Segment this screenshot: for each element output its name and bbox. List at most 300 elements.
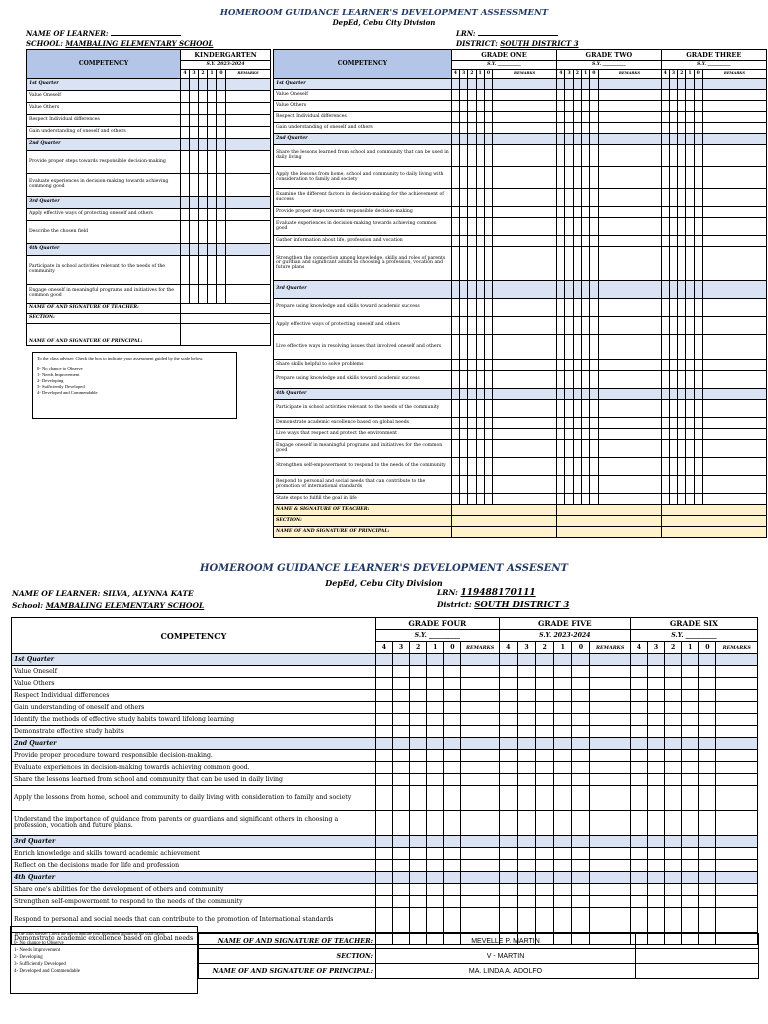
rating-checkbox-cell[interactable] [517,726,535,738]
remarks-cell[interactable] [702,317,766,335]
remarks-cell[interactable] [590,666,630,678]
rating-checkbox-cell[interactable] [468,123,476,134]
rating-checkbox-cell[interactable] [410,738,427,750]
rating-checkbox-cell[interactable] [392,666,409,678]
rating-checkbox-cell[interactable] [665,872,682,884]
rating-checkbox-cell[interactable] [682,654,699,666]
rating-checkbox-cell[interactable] [499,690,517,702]
rating-checkbox-cell[interactable] [661,236,669,247]
rating-checkbox-cell[interactable] [427,908,444,933]
signature-value[interactable] [181,304,271,314]
rating-checkbox-cell[interactable] [459,145,467,167]
rating-checkbox-cell[interactable] [484,218,492,236]
rating-checkbox-cell[interactable] [557,218,565,236]
rating-checkbox-cell[interactable] [468,189,476,207]
rating-checkbox-cell[interactable] [392,714,409,726]
rating-checkbox-cell[interactable] [565,134,573,145]
rating-checkbox-cell[interactable] [581,145,589,167]
rating-checkbox-cell[interactable] [499,908,517,933]
rating-checkbox-cell[interactable] [581,440,589,458]
rating-checkbox-cell[interactable] [630,786,647,811]
remarks-cell[interactable] [493,123,557,134]
remarks-cell[interactable] [702,90,766,101]
rating-checkbox-cell[interactable] [199,256,208,285]
rating-checkbox-cell[interactable] [590,317,598,335]
rating-checkbox-cell[interactable] [665,654,682,666]
rating-checkbox-cell[interactable] [665,848,682,860]
rating-checkbox-cell[interactable] [208,91,217,103]
rating-checkbox-cell[interactable] [686,317,694,335]
rating-checkbox-cell[interactable] [590,418,598,429]
rating-checkbox-cell[interactable] [665,762,682,774]
remarks-cell[interactable] [493,429,557,440]
rating-checkbox-cell[interactable] [699,702,716,714]
rating-checkbox-cell[interactable] [647,654,664,666]
rating-checkbox-cell[interactable] [669,440,677,458]
rating-checkbox-cell[interactable] [647,860,664,872]
rating-checkbox-cell[interactable] [557,236,565,247]
rating-checkbox-cell[interactable] [499,896,517,908]
rating-checkbox-cell[interactable] [630,750,647,762]
rating-checkbox-cell[interactable] [565,247,573,281]
rating-checkbox-cell[interactable] [554,848,572,860]
rating-checkbox-cell[interactable] [686,112,694,123]
rating-checkbox-cell[interactable] [392,860,409,872]
rating-checkbox-cell[interactable] [427,654,444,666]
remarks-cell[interactable] [598,123,661,134]
remarks-cell[interactable] [598,112,661,123]
rating-checkbox-cell[interactable] [451,389,459,400]
rating-checkbox-cell[interactable] [392,884,409,896]
rating-checkbox-cell[interactable] [682,726,699,738]
rating-checkbox-cell[interactable] [678,247,686,281]
rating-checkbox-cell[interactable] [536,714,554,726]
rating-checkbox-cell[interactable] [375,654,392,666]
rating-checkbox-cell[interactable] [410,860,427,872]
rating-checkbox-cell[interactable] [375,848,392,860]
rating-checkbox-cell[interactable] [557,189,565,207]
rating-checkbox-cell[interactable] [451,458,459,476]
rating-checkbox-cell[interactable] [590,218,598,236]
rating-checkbox-cell[interactable] [476,440,484,458]
remarks-cell[interactable] [702,360,766,371]
rating-checkbox-cell[interactable] [581,112,589,123]
rating-checkbox-cell[interactable] [590,476,598,494]
rating-checkbox-cell[interactable] [427,786,444,811]
remarks-cell[interactable] [493,458,557,476]
rating-checkbox-cell[interactable] [444,848,461,860]
remarks-cell[interactable] [226,209,271,221]
rating-checkbox-cell[interactable] [517,848,535,860]
rating-checkbox-cell[interactable] [573,400,581,418]
rating-checkbox-cell[interactable] [484,79,492,90]
rating-checkbox-cell[interactable] [392,654,409,666]
rating-checkbox-cell[interactable] [590,90,598,101]
remarks-cell[interactable] [598,247,661,281]
rating-checkbox-cell[interactable] [484,112,492,123]
remarks-cell[interactable] [598,400,661,418]
rating-checkbox-cell[interactable] [694,218,702,236]
remarks-cell[interactable] [461,884,499,896]
rating-checkbox-cell[interactable] [499,884,517,896]
rating-checkbox-cell[interactable] [572,738,590,750]
signature-extra-cell[interactable] [636,964,759,979]
rating-checkbox-cell[interactable] [590,400,598,418]
rating-checkbox-cell[interactable] [581,101,589,112]
rating-checkbox-cell[interactable] [630,714,647,726]
remarks-cell[interactable] [598,134,661,145]
rating-checkbox-cell[interactable] [444,702,461,714]
rating-checkbox-cell[interactable] [565,218,573,236]
rating-checkbox-cell[interactable] [181,103,190,115]
rating-checkbox-cell[interactable] [694,335,702,360]
rating-checkbox-cell[interactable] [694,207,702,218]
rating-checkbox-cell[interactable] [484,167,492,189]
rating-checkbox-cell[interactable] [581,400,589,418]
remarks-cell[interactable] [461,702,499,714]
remarks-cell[interactable] [226,91,271,103]
rating-checkbox-cell[interactable] [590,101,598,112]
rating-checkbox-cell[interactable] [208,197,217,209]
rating-checkbox-cell[interactable] [459,189,467,207]
rating-checkbox-cell[interactable] [630,896,647,908]
remarks-cell[interactable] [598,218,661,236]
rating-checkbox-cell[interactable] [427,678,444,690]
rating-checkbox-cell[interactable] [590,335,598,360]
rating-checkbox-cell[interactable] [468,101,476,112]
rating-checkbox-cell[interactable] [468,476,476,494]
rating-checkbox-cell[interactable] [694,145,702,167]
rating-checkbox-cell[interactable] [517,702,535,714]
remarks-cell[interactable] [702,429,766,440]
rating-checkbox-cell[interactable] [557,90,565,101]
rating-checkbox-cell[interactable] [476,400,484,418]
rating-checkbox-cell[interactable] [565,458,573,476]
rating-checkbox-cell[interactable] [565,145,573,167]
rating-checkbox-cell[interactable] [375,884,392,896]
rating-checkbox-cell[interactable] [410,848,427,860]
rating-checkbox-cell[interactable] [678,112,686,123]
rating-checkbox-cell[interactable] [554,786,572,811]
rating-checkbox-cell[interactable] [217,256,226,285]
remarks-cell[interactable] [598,101,661,112]
remarks-cell[interactable] [716,884,758,896]
remarks-cell[interactable] [493,418,557,429]
rating-checkbox-cell[interactable] [573,418,581,429]
rating-checkbox-cell[interactable] [208,103,217,115]
rating-checkbox-cell[interactable] [573,247,581,281]
rating-checkbox-cell[interactable] [208,256,217,285]
remarks-cell[interactable] [493,400,557,418]
rating-checkbox-cell[interactable] [499,811,517,836]
rating-checkbox-cell[interactable] [217,174,226,197]
rating-checkbox-cell[interactable] [375,678,392,690]
rating-checkbox-cell[interactable] [669,360,677,371]
rating-checkbox-cell[interactable] [444,750,461,762]
rating-checkbox-cell[interactable] [199,79,208,91]
remarks-cell[interactable] [226,103,271,115]
rating-checkbox-cell[interactable] [573,236,581,247]
remarks-cell[interactable] [702,123,766,134]
rating-checkbox-cell[interactable] [686,360,694,371]
rating-checkbox-cell[interactable] [669,418,677,429]
rating-checkbox-cell[interactable] [517,666,535,678]
remarks-cell[interactable] [716,774,758,786]
rating-checkbox-cell[interactable] [476,299,484,317]
rating-checkbox-cell[interactable] [572,678,590,690]
rating-checkbox-cell[interactable] [536,872,554,884]
rating-checkbox-cell[interactable] [499,666,517,678]
rating-checkbox-cell[interactable] [572,860,590,872]
rating-checkbox-cell[interactable] [647,908,664,933]
rating-checkbox-cell[interactable] [451,112,459,123]
rating-checkbox-cell[interactable] [451,123,459,134]
rating-checkbox-cell[interactable] [459,317,467,335]
rating-checkbox-cell[interactable] [190,244,199,256]
rating-checkbox-cell[interactable] [499,654,517,666]
rating-checkbox-cell[interactable] [678,299,686,317]
rating-checkbox-cell[interactable] [661,458,669,476]
rating-checkbox-cell[interactable] [669,90,677,101]
rating-checkbox-cell[interactable] [375,896,392,908]
signature-value[interactable]: MA. LINDA A. ADOLFO [376,964,636,979]
remarks-cell[interactable] [590,872,630,884]
rating-checkbox-cell[interactable] [557,145,565,167]
rating-checkbox-cell[interactable] [476,389,484,400]
rating-checkbox-cell[interactable] [190,197,199,209]
rating-checkbox-cell[interactable] [678,371,686,389]
rating-checkbox-cell[interactable] [476,207,484,218]
rating-checkbox-cell[interactable] [536,726,554,738]
rating-checkbox-cell[interactable] [484,247,492,281]
rating-checkbox-cell[interactable] [410,762,427,774]
rating-checkbox-cell[interactable] [572,774,590,786]
rating-checkbox-cell[interactable] [678,90,686,101]
rating-checkbox-cell[interactable] [459,236,467,247]
rating-checkbox-cell[interactable] [665,702,682,714]
rating-checkbox-cell[interactable] [476,494,484,505]
rating-checkbox-cell[interactable] [581,429,589,440]
rating-checkbox-cell[interactable] [375,714,392,726]
rating-checkbox-cell[interactable] [444,654,461,666]
rating-checkbox-cell[interactable] [499,872,517,884]
remarks-cell[interactable] [702,281,766,299]
remarks-cell[interactable] [702,236,766,247]
rating-checkbox-cell[interactable] [573,189,581,207]
rating-checkbox-cell[interactable] [699,884,716,896]
rating-checkbox-cell[interactable] [686,247,694,281]
rating-checkbox-cell[interactable] [661,429,669,440]
rating-checkbox-cell[interactable] [581,335,589,360]
rating-checkbox-cell[interactable] [557,335,565,360]
rating-checkbox-cell[interactable] [665,690,682,702]
rating-checkbox-cell[interactable] [444,908,461,933]
remarks-cell[interactable] [226,139,271,151]
rating-checkbox-cell[interactable] [581,134,589,145]
remarks-cell[interactable] [716,738,758,750]
rating-checkbox-cell[interactable] [499,836,517,848]
rating-checkbox-cell[interactable] [536,678,554,690]
rating-checkbox-cell[interactable] [694,299,702,317]
rating-checkbox-cell[interactable] [565,317,573,335]
rating-checkbox-cell[interactable] [694,90,702,101]
remarks-cell[interactable] [598,167,661,189]
rating-checkbox-cell[interactable] [517,836,535,848]
rating-checkbox-cell[interactable] [661,317,669,335]
rating-checkbox-cell[interactable] [427,872,444,884]
rating-checkbox-cell[interactable] [410,750,427,762]
rating-checkbox-cell[interactable] [669,476,677,494]
rating-checkbox-cell[interactable] [686,371,694,389]
rating-checkbox-cell[interactable] [581,476,589,494]
rating-checkbox-cell[interactable] [499,750,517,762]
rating-checkbox-cell[interactable] [410,678,427,690]
rating-checkbox-cell[interactable] [468,494,476,505]
remarks-cell[interactable] [461,836,499,848]
rating-checkbox-cell[interactable] [694,281,702,299]
rating-checkbox-cell[interactable] [686,281,694,299]
rating-checkbox-cell[interactable] [630,884,647,896]
rating-checkbox-cell[interactable] [565,400,573,418]
rating-checkbox-cell[interactable] [665,884,682,896]
rating-checkbox-cell[interactable] [581,418,589,429]
rating-checkbox-cell[interactable] [476,189,484,207]
rating-checkbox-cell[interactable] [573,360,581,371]
rating-checkbox-cell[interactable] [557,281,565,299]
rating-checkbox-cell[interactable] [476,247,484,281]
rating-checkbox-cell[interactable] [517,714,535,726]
remarks-cell[interactable] [493,494,557,505]
rating-checkbox-cell[interactable] [686,236,694,247]
remarks-cell[interactable] [590,690,630,702]
rating-checkbox-cell[interactable] [554,750,572,762]
rating-checkbox-cell[interactable] [661,360,669,371]
remarks-cell[interactable] [226,127,271,139]
rating-checkbox-cell[interactable] [484,476,492,494]
rating-checkbox-cell[interactable] [536,860,554,872]
rating-checkbox-cell[interactable] [217,244,226,256]
rating-checkbox-cell[interactable] [665,786,682,811]
rating-checkbox-cell[interactable] [427,762,444,774]
rating-checkbox-cell[interactable] [699,896,716,908]
rating-checkbox-cell[interactable] [217,79,226,91]
rating-checkbox-cell[interactable] [557,112,565,123]
rating-checkbox-cell[interactable] [451,371,459,389]
rating-checkbox-cell[interactable] [682,896,699,908]
rating-checkbox-cell[interactable] [451,400,459,418]
rating-checkbox-cell[interactable] [190,103,199,115]
rating-checkbox-cell[interactable] [590,236,598,247]
rating-checkbox-cell[interactable] [499,860,517,872]
rating-checkbox-cell[interactable] [459,494,467,505]
rating-checkbox-cell[interactable] [557,400,565,418]
rating-checkbox-cell[interactable] [181,209,190,221]
rating-checkbox-cell[interactable] [669,207,677,218]
rating-checkbox-cell[interactable] [694,112,702,123]
rating-checkbox-cell[interactable] [468,299,476,317]
rating-checkbox-cell[interactable] [573,335,581,360]
remarks-cell[interactable] [461,726,499,738]
remarks-cell[interactable] [716,836,758,848]
rating-checkbox-cell[interactable] [669,101,677,112]
rating-checkbox-cell[interactable] [536,786,554,811]
rating-checkbox-cell[interactable] [573,371,581,389]
rating-checkbox-cell[interactable] [476,281,484,299]
rating-checkbox-cell[interactable] [375,738,392,750]
rating-checkbox-cell[interactable] [476,360,484,371]
rating-checkbox-cell[interactable] [181,151,190,174]
rating-checkbox-cell[interactable] [665,666,682,678]
rating-checkbox-cell[interactable] [217,103,226,115]
rating-checkbox-cell[interactable] [459,458,467,476]
rating-checkbox-cell[interactable] [536,738,554,750]
rating-checkbox-cell[interactable] [517,762,535,774]
rating-checkbox-cell[interactable] [686,389,694,400]
rating-checkbox-cell[interactable] [375,666,392,678]
rating-checkbox-cell[interactable] [375,750,392,762]
rating-checkbox-cell[interactable] [476,218,484,236]
rating-checkbox-cell[interactable] [476,134,484,145]
rating-checkbox-cell[interactable] [581,317,589,335]
rating-checkbox-cell[interactable] [678,145,686,167]
rating-checkbox-cell[interactable] [444,690,461,702]
rating-checkbox-cell[interactable] [565,389,573,400]
remarks-cell[interactable] [702,335,766,360]
rating-checkbox-cell[interactable] [699,738,716,750]
rating-checkbox-cell[interactable] [199,244,208,256]
remarks-cell[interactable] [702,112,766,123]
rating-checkbox-cell[interactable] [536,750,554,762]
rating-checkbox-cell[interactable] [630,654,647,666]
rating-checkbox-cell[interactable] [444,860,461,872]
rating-checkbox-cell[interactable] [557,317,565,335]
rating-checkbox-cell[interactable] [557,167,565,189]
rating-checkbox-cell[interactable] [572,908,590,933]
rating-checkbox-cell[interactable] [699,811,716,836]
rating-checkbox-cell[interactable] [444,872,461,884]
remarks-cell[interactable] [598,79,661,90]
remarks-cell[interactable] [590,884,630,896]
rating-checkbox-cell[interactable] [554,690,572,702]
rating-checkbox-cell[interactable] [557,476,565,494]
rating-checkbox-cell[interactable] [517,860,535,872]
remarks-cell[interactable] [702,494,766,505]
rating-checkbox-cell[interactable] [427,836,444,848]
rating-checkbox-cell[interactable] [468,440,476,458]
remarks-cell[interactable] [590,654,630,666]
rating-checkbox-cell[interactable] [661,371,669,389]
rating-checkbox-cell[interactable] [565,236,573,247]
rating-checkbox-cell[interactable] [678,494,686,505]
rating-checkbox-cell[interactable] [427,702,444,714]
rating-checkbox-cell[interactable] [665,678,682,690]
rating-checkbox-cell[interactable] [661,400,669,418]
rating-checkbox-cell[interactable] [536,762,554,774]
rating-checkbox-cell[interactable] [444,738,461,750]
rating-checkbox-cell[interactable] [630,811,647,836]
signature-extra-cell[interactable] [636,949,759,964]
rating-checkbox-cell[interactable] [573,458,581,476]
rating-checkbox-cell[interactable] [517,738,535,750]
rating-checkbox-cell[interactable] [557,389,565,400]
rating-checkbox-cell[interactable] [499,738,517,750]
rating-checkbox-cell[interactable] [572,666,590,678]
rating-checkbox-cell[interactable] [451,418,459,429]
rating-checkbox-cell[interactable] [410,872,427,884]
remarks-cell[interactable] [598,90,661,101]
rating-checkbox-cell[interactable] [451,189,459,207]
rating-checkbox-cell[interactable] [661,123,669,134]
